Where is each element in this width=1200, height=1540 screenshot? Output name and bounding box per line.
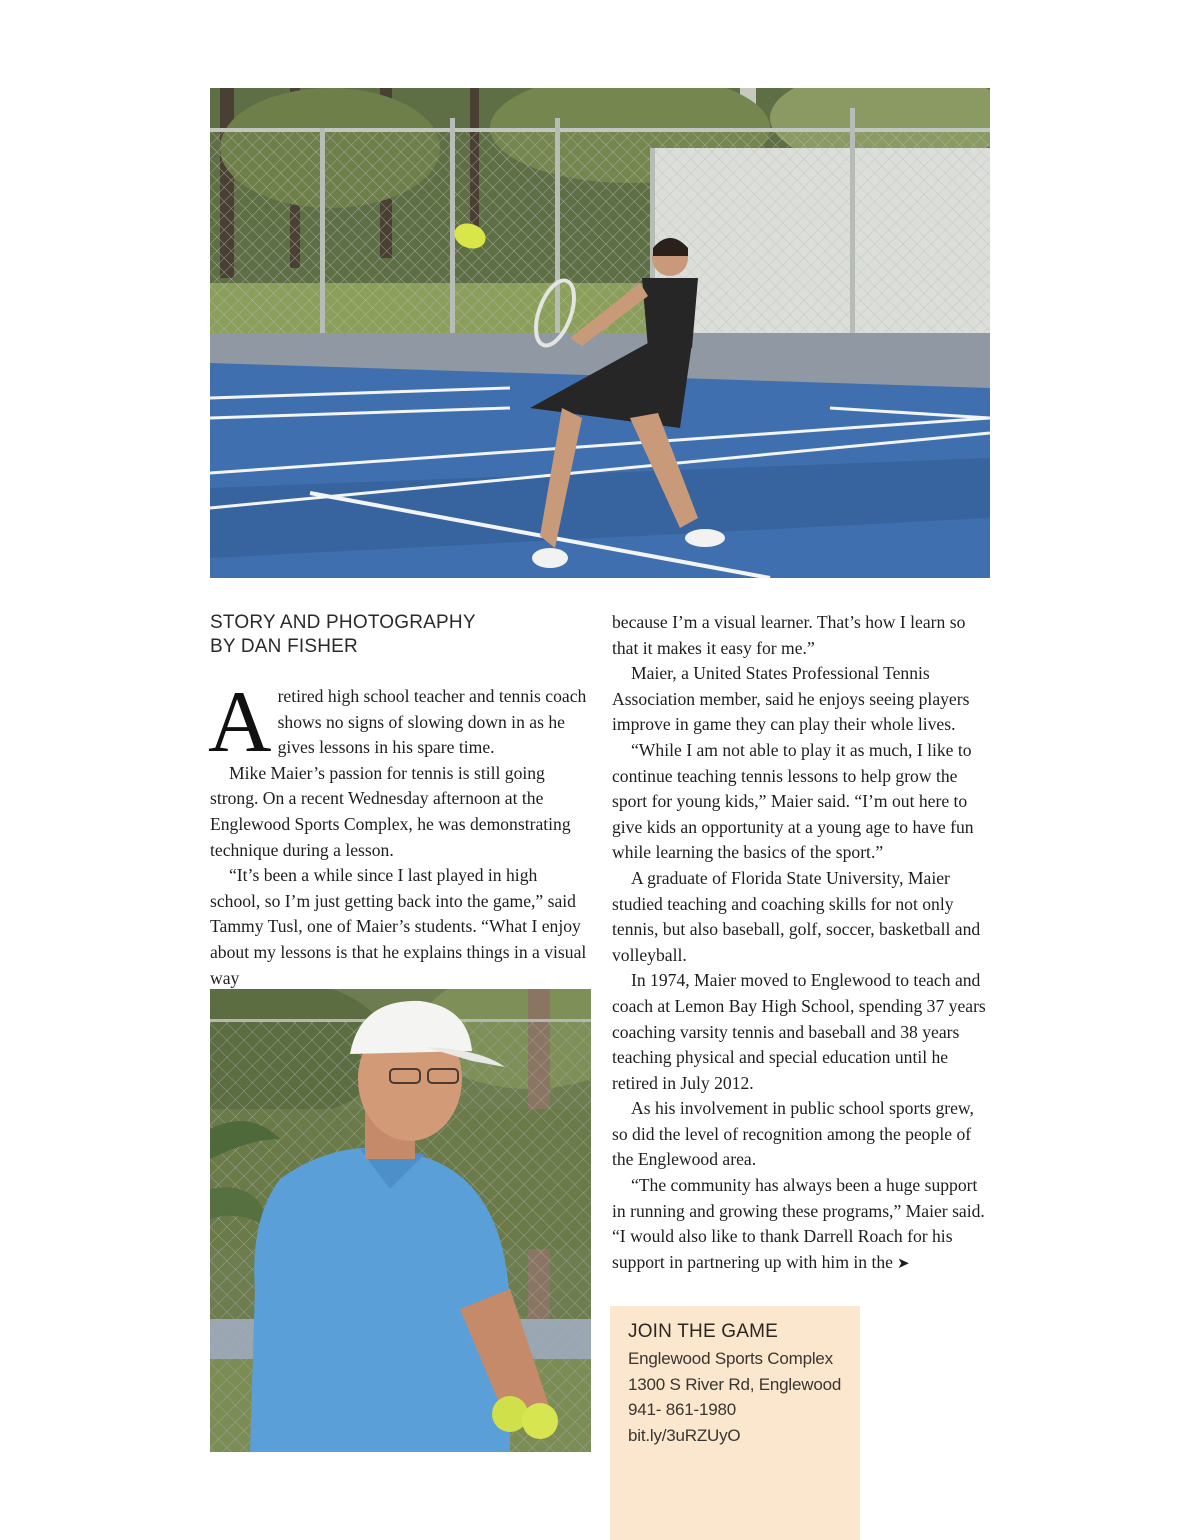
- continue-arrow-icon: ➤: [896, 1253, 910, 1272]
- article-paragraph-6: “While I am not able to play it as much, I like to continue teaching tennis lessons to help grow the sport for young kids,” Maier said. “I’m out here to give kids an opportunity at a young age to have fun while learning the basics of the sport.”: [612, 739, 974, 863]
- join-the-game-box: [610, 1306, 860, 1540]
- article-paragraph-8: In 1974, Maier moved to Englewood to teach and coach at Lemon Bay High School, spending 37 years coaching varsity tennis and baseball and 38 years teaching physical and special education until he retired in July 2012.: [612, 970, 986, 1093]
- infobox-title: JOIN THE GAME: [628, 1321, 779, 1342]
- drop-cap: A: [208, 674, 272, 771]
- article-paragraph-9: As his involvement in public school sports grew, so did the level of recognition among the people of the Englewood area.: [612, 1098, 974, 1170]
- article-paragraph-1: [208, 674, 590, 771]
- infobox-phone: 941- 861-1980: [628, 1400, 736, 1419]
- article-paragraph-4: because I’m a visual learner. That’s how I learn so that it makes it easy for me.”: [612, 612, 966, 658]
- article-paragraph-3: “It’s been a while since I last played in high school, so I’m just getting back into the game,” said Tammy Tusl, one of Maier’s students. “What I enjoy about my lessons is that he explains things in a visual way: [210, 865, 587, 988]
- article-column-right: [612, 610, 992, 1276]
- article-paragraph-1-text: retired high school teacher and tennis coach shows no signs of slowing down in as he gives lessons in his spare time.: [277, 686, 587, 758]
- byline-line-2: BY DAN FISHER: [210, 636, 358, 657]
- byline-line-1: STORY AND PHOTOGRAPHY: [210, 612, 476, 633]
- coach-portrait-photo: [210, 989, 591, 1452]
- article-paragraph-7: A graduate of Florida State University, Maier studied teaching and coaching skills for not only tennis, but also baseball, golf, soccer, basketball and volleyball.: [612, 867, 981, 965]
- article-column-left: [208, 674, 590, 991]
- coach-portrait-icon: [210, 989, 591, 1452]
- tennis-player-photo: [210, 88, 990, 578]
- article-paragraph-10-text: “The community has always been a huge support in running and growing these programs,” Maier said. “I would also like to thank Darrell Roach for his support in partnering up with him in the: [612, 1175, 985, 1272]
- article-paragraph-2: Mike Maier’s passion for tennis is still going strong. On a recent Wednesday afternoon at the Englewood Sports Complex, he was demonstrating technique during a lesson.: [210, 762, 571, 860]
- infobox-link[interactable]: bit.ly/3uRZUyO: [628, 1425, 741, 1445]
- article-paragraph-5: Maier, a United States Professional Tennis Association member, said he enjoys seeing players improve in game they can play their whole lives.: [612, 663, 970, 735]
- infobox-venue: Englewood Sports Complex: [628, 1349, 833, 1368]
- tennis-player-icon: [210, 88, 990, 578]
- byline: [210, 611, 590, 659]
- article-paragraph-10: [612, 1173, 992, 1276]
- infobox-address: 1300 S River Rd, Englewood: [628, 1374, 842, 1394]
